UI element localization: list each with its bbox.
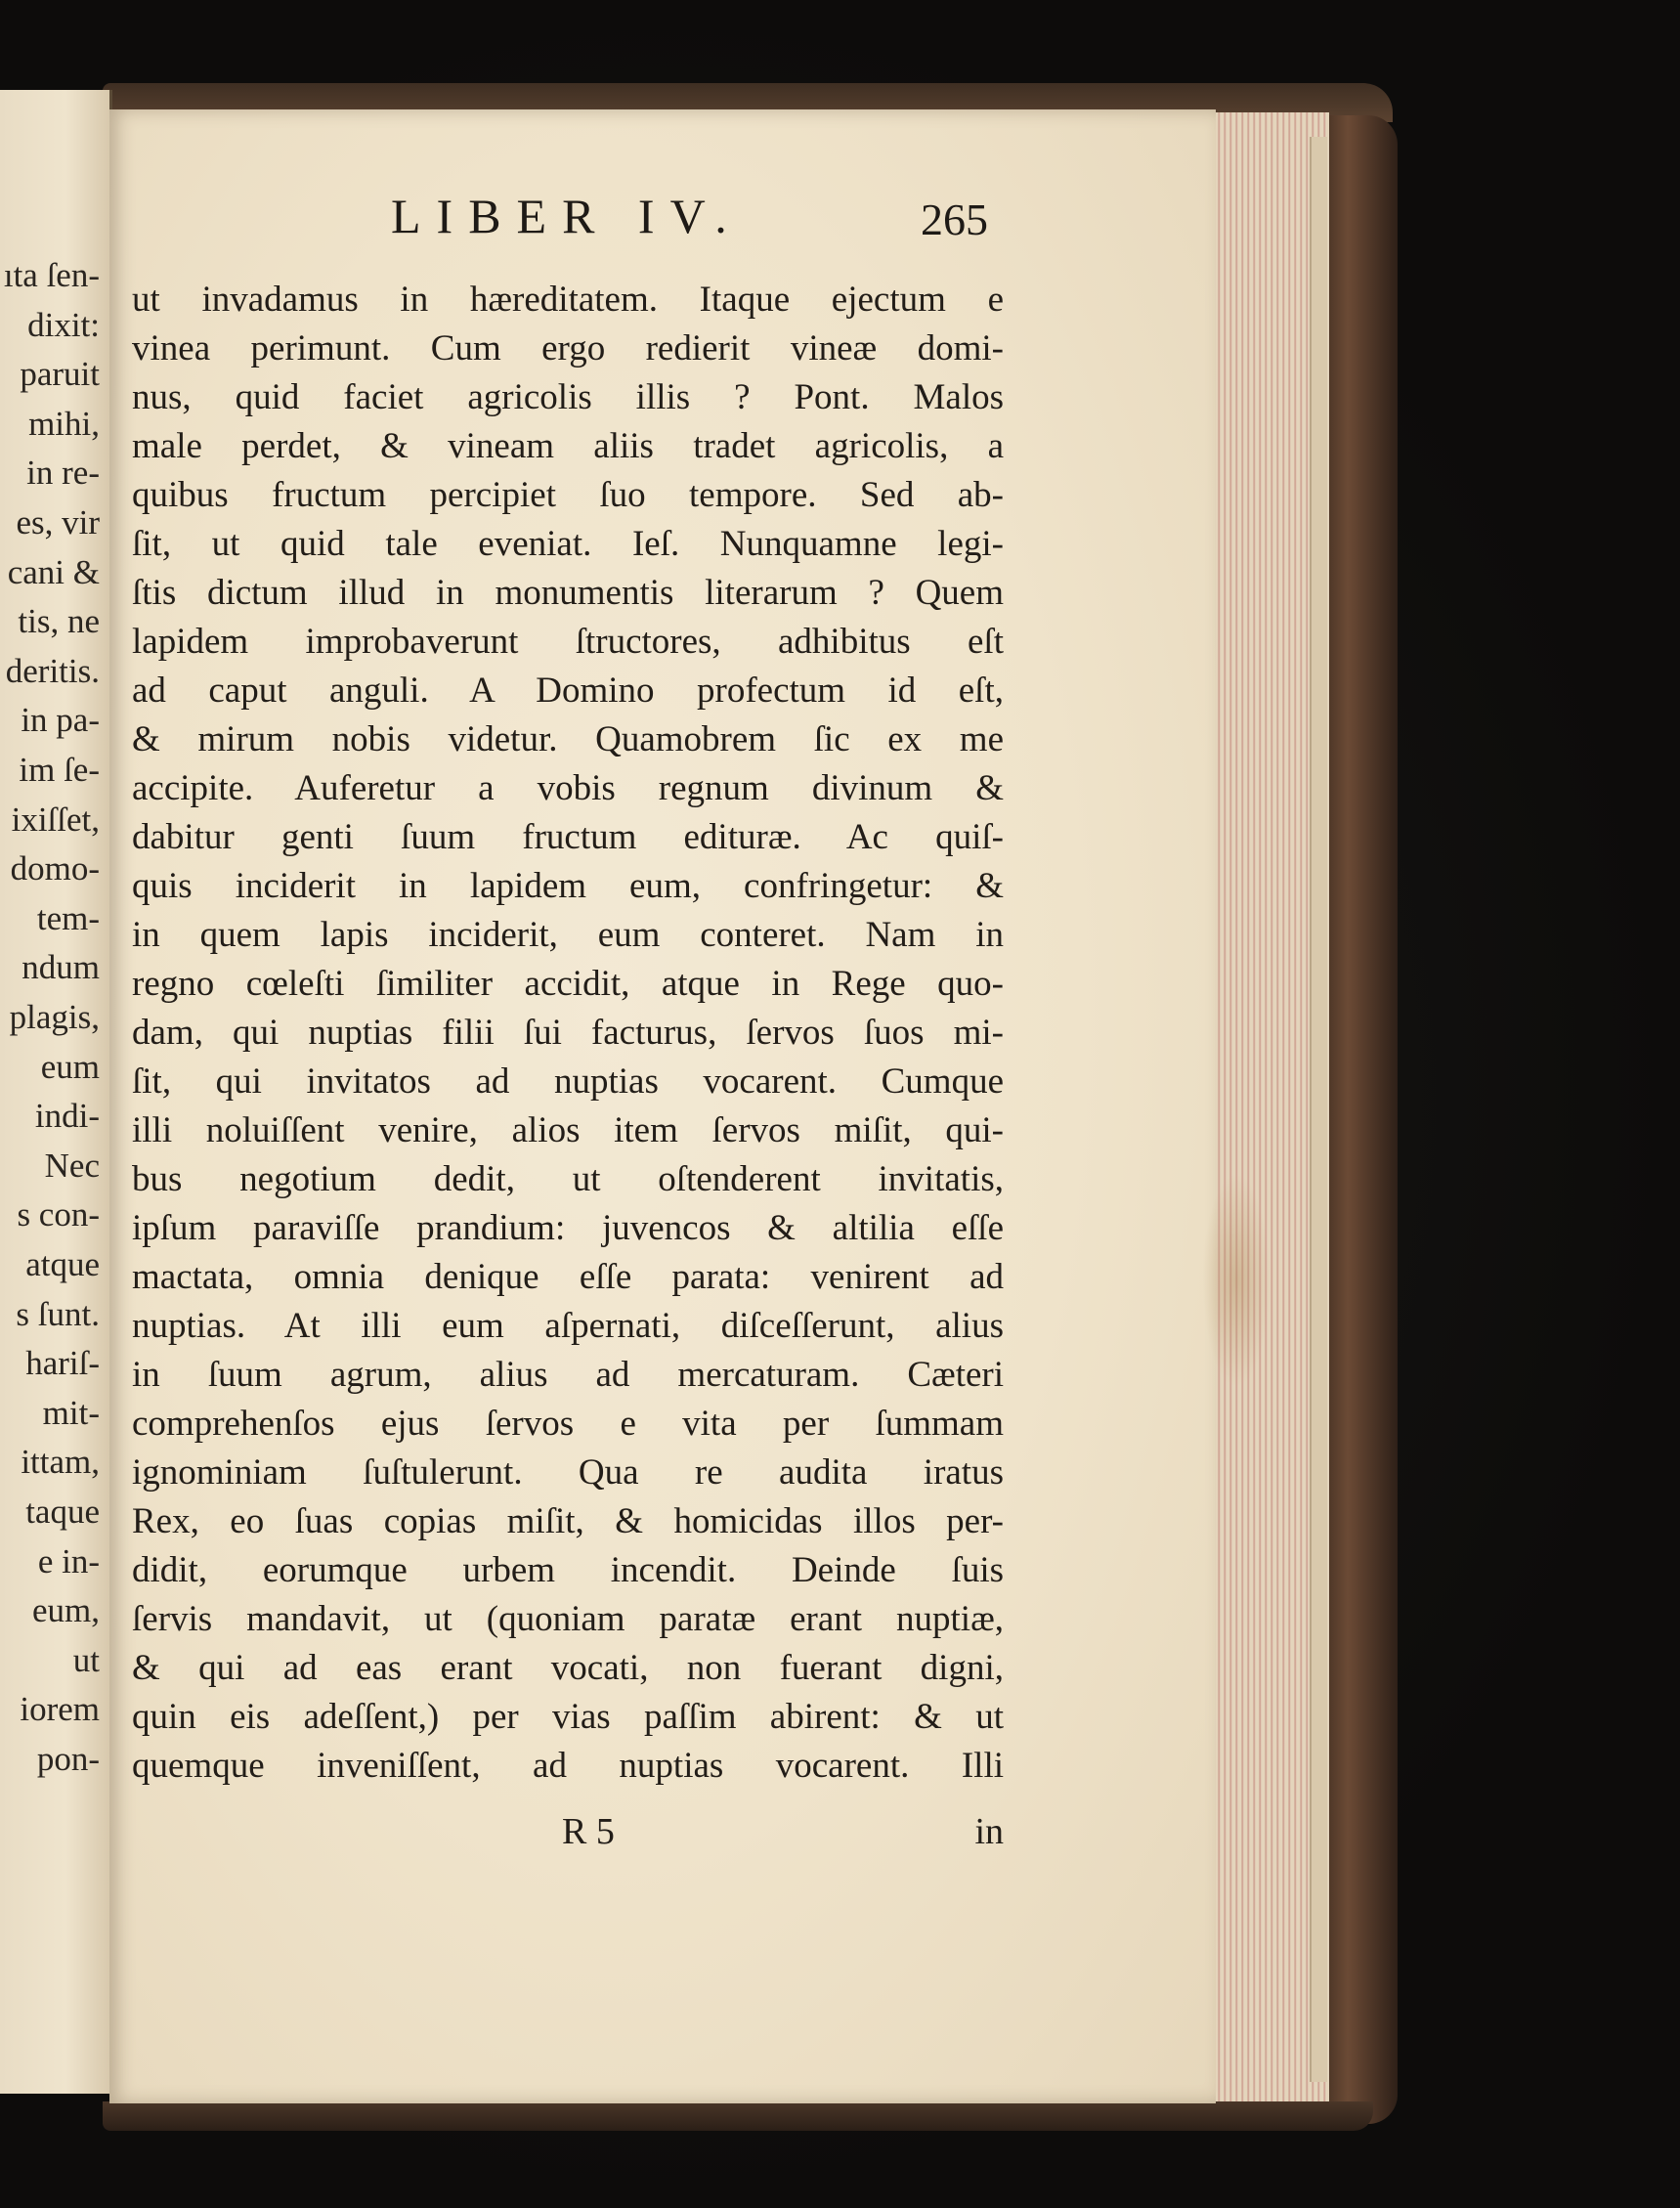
verso-text-line: domo- [10,849,100,888]
text-line: dabitur genti ſuum fructum edituræ. Ac quiſ- [132,817,1004,857]
book-cover-bottom [103,2101,1373,2131]
text-line: & mirum nobis videtur. Quamobrem ſic ex me [132,719,1004,759]
text-line: ſtis dictum illud in monumentis literarum ? Quem [132,573,1004,613]
verso-text-line: eum [40,1047,100,1086]
text-line: ad caput anguli. A Domino profectum id eſt, [132,671,1004,711]
verso-text-line: taque [25,1493,100,1531]
verso-text-line: tis, ne [18,602,100,641]
verso-text-line: indi- [34,1097,100,1136]
verso-text-line: ıta ſen- [3,256,100,294]
paper-stain [1202,1173,1271,1388]
text-line: illi noluiſſent venire, alios item ſervos miſit, qui- [132,1110,1004,1150]
verso-text-line: plagis, [9,998,100,1036]
verso-text-line: s con- [17,1195,100,1234]
page-number: 265 [921,195,988,244]
verso-text-line: pon- [36,1740,100,1778]
text-line: quemque inveniſſent, ad nuptias vocarent. Illi [132,1746,1004,1786]
text-line: quis inciderit in lapidem eum, confringetur: & [132,866,1004,906]
signature-mark: R 5 [562,1811,615,1852]
text-line: ſervis mandavit, ut (quoniam paratæ erant nuptiæ, [132,1599,1004,1639]
verso-text-line: ittam, [21,1443,100,1482]
text-line: ipſum paraviſſe prandium: juvencos & altilia eſſe [132,1208,1004,1248]
text-line: ut invadamus in hæreditatem. Itaque ejectum e [132,280,1004,320]
verso-text-line: e in- [37,1541,100,1580]
text-line: nus, quid faciet agricolis illis ? Pont. Malos [132,377,1004,417]
text-line: lapidem improbaverunt ſtructores, adhibitus eſt [132,622,1004,662]
verso-text-line: ut [72,1640,100,1679]
verso-text-line: mit- [42,1393,100,1432]
verso-text-line: paruit [20,355,100,394]
text-line: in quem lapis inciderit, eum conteret. Nam in [132,915,1004,955]
text-line: quibus fructum percipiet ſuo tempore. Sed ab- [132,475,1004,515]
verso-text-line: eum, [31,1591,100,1630]
verso-text-line: atque [25,1245,100,1283]
text-line: vinea perimunt. Cum ergo redierit vineæ domi- [132,328,1004,368]
catchword: in [974,1811,1004,1852]
verso-text-line: hariſ- [25,1344,100,1383]
text-line: nuptias. At illi eum aſpernati, diſceſſerunt, alius [132,1306,1004,1346]
verso-text-line: dixit: [27,305,100,344]
verso-text-line: es, vir [16,503,100,541]
text-line: accipite. Auferetur a vobis regnum divinum & [132,768,1004,808]
text-line: ignominiam ſuſtulerunt. Qua re audita iratus [132,1452,1004,1493]
verso-text-line: in re- [26,454,100,493]
verso-text-line: iorem [20,1690,100,1729]
body-text [132,276,1004,1791]
verso-text-line: ndum [22,948,100,987]
text-line: & qui ad eas erant vocati, non fuerant digni, [132,1648,1004,1688]
text-line: mactata, omnia denique eſſe parata: venirent ad [132,1257,1004,1297]
verso-text-line: im ſe- [19,751,100,789]
verso-page-fragment [0,90,112,2094]
verso-text-line: tem- [36,898,100,937]
verso-text-line: in pa- [21,701,100,740]
page-footer [132,1810,1004,1859]
text-line: comprehenſos ejus ſervos e vita per ſummam [132,1404,1004,1444]
verso-text-line: cani & [7,552,100,591]
text-line: male perdet, & vineam aliis tradet agricolis, a [132,426,1004,466]
verso-text-line: ixiſſet, [11,800,100,839]
text-line: regno cœleſti ſimiliter accidit, atque in Rege quo- [132,964,1004,1004]
verso-text-line: mihi, [28,404,100,443]
verso-text-line: Nec [44,1146,100,1185]
running-head: LIBER IV. [391,189,743,243]
endpaper-edge [1310,137,1327,2082]
text-line: in ſuum agrum, alius ad mercaturam. Cæteri [132,1355,1004,1395]
text-line: dam, qui nuptias filii ſui facturus, ſervos ſuos mi- [132,1013,1004,1053]
text-line: Rex, eo ſuas copias miſit, & homicidas illos per- [132,1501,1004,1541]
verso-text-line: s ſunt. [16,1294,100,1333]
text-line: quin eis adeſſent,) per vias paſſim abirent: & ut [132,1697,1004,1737]
text-line: didit, eorumque urbem incendit. Deinde ſuis [132,1550,1004,1590]
text-line: ſit, qui invitatos ad nuptias vocarent. Cumque [132,1061,1004,1102]
text-line: ſit, ut quid tale eveniat. Ieſ. Nunquamne legi- [132,524,1004,564]
verso-text-line: deritis. [5,651,100,690]
text-line: bus negotium dedit, ut oſtenderent invitatis, [132,1159,1004,1199]
